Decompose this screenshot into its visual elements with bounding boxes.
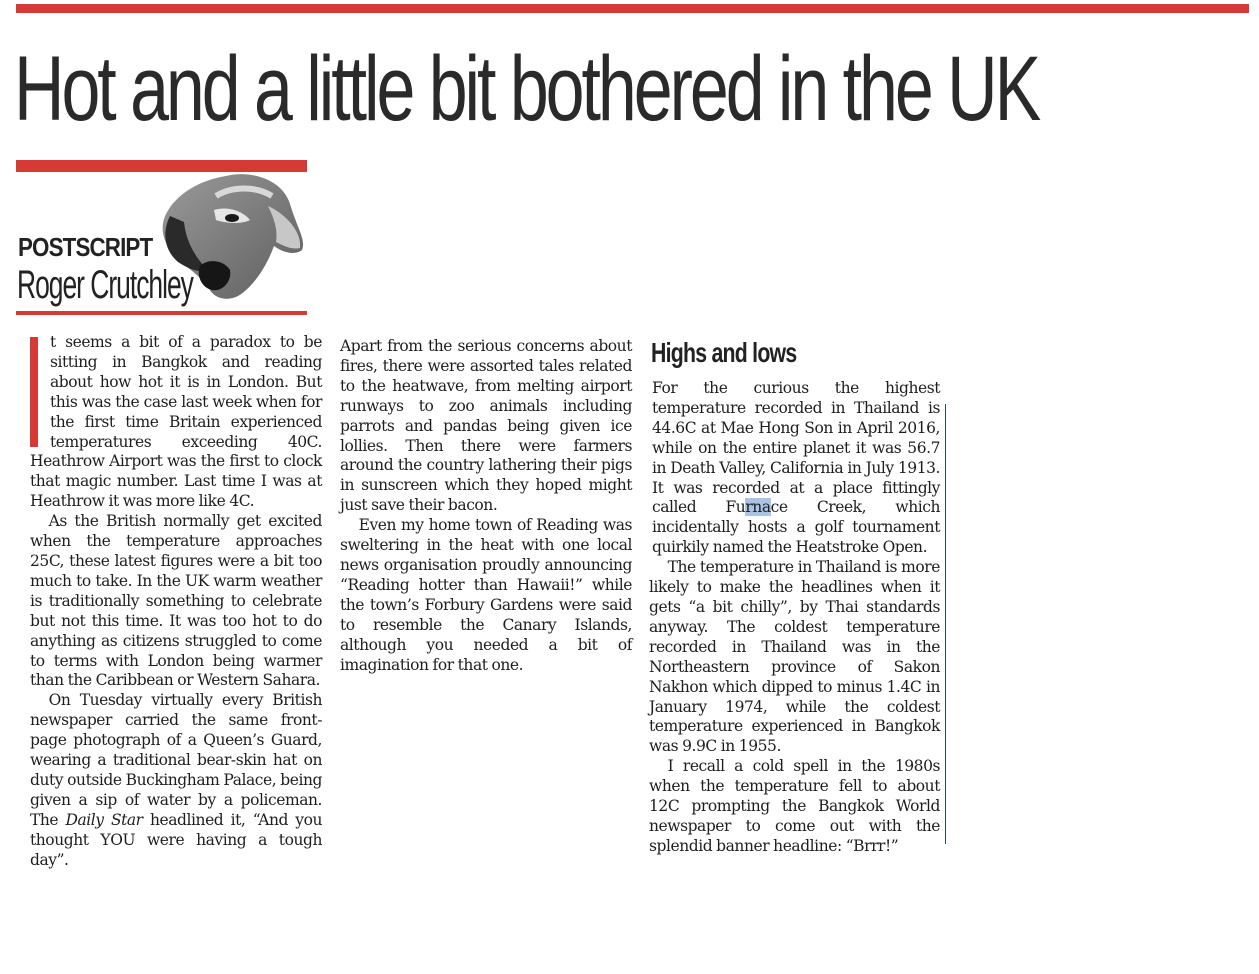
paragraph: For the curious the highest temperature recorded in Thailand is 44.6C at Mae Hong Son in April 2016, while on the entire planet it was 56.7 in Death Valley, California in July 1913. It was recorded at a place fittingly called Furnace Creek, which incidentally hosts a golf tournament quirkily named the Heatstroke Open. — [652, 379, 940, 557]
second-column — [340, 337, 632, 675]
sidebar-rule — [945, 404, 946, 844]
publication-name: Daily Star — [65, 810, 143, 829]
paragraph: Even my home town of Reading was sweltering in the heat with one local news organisation proudly announcing “Reading hotter than Hawaii!” while the town’s Forbury Gardens were said to resemble the Canary Islands, although you needed a bit of imagination for that one. — [340, 516, 632, 674]
paragraph: t seems a bit of a paradox to be sitting in Bangkok and reading about how hot it is in London. But this was the case last week when for the first time Britain experienced temperatures exceeding 40C. Heathrow Airport was the first to clock that magic number. Last time I was at Heathrow it was more like 4C. — [30, 333, 322, 511]
drop-cap-bar — [30, 337, 38, 447]
main-column — [30, 333, 322, 870]
text-selection-highlight[interactable]: rna — [745, 498, 771, 517]
column-kicker: POSTSCRIPT — [18, 232, 153, 262]
sidebar-heading: Highs and lows — [651, 337, 797, 368]
sidebar-column — [649, 379, 940, 857]
paragraph: On Tuesday virtually every British newspaper carried the same front-page photograph of a Queen’s Guard, wearing a traditional bear-skin hat on duty outside Buckingham Palace, being given a sip of water by a policeman. The Daily Star headlined it, “And you thought YOU were having a tough day”. — [30, 691, 323, 869]
byline-bottom-rule — [16, 311, 307, 315]
paragraph: I recall a cold spell in the 1980s when the temperature fell to about 12C prompting the Bangkok World newspaper to come out with the splendid banner headline: “Brrr!” — [649, 757, 940, 855]
top-accent-rule — [16, 4, 1249, 13]
paragraph: As the British normally get excited when the temperature approaches 25C, these latest figures were a bit too much to take. In the UK warm weather is traditionally something to celebrate but not this time. It was too hot to do anything as citizens struggled to come to terms with London being warmer than the Caribbean or Western Sahara. — [30, 512, 322, 690]
byline-block — [16, 160, 307, 316]
paragraph: The temperature in Thailand is more likely to make the headlines when it gets “a bit chilly”, by Thai standards anyway. The coldest temperature recorded in Thailand was in the Northeastern province of Sakon Nakhon which dipped to minus 1.4C in January 1974, while the coldest temperature experienced in Bangkok was 9.9C in 1955. — [649, 558, 940, 756]
paragraph: Apart from the serious concerns about fires, there were assorted tales related to the heatwave, from melting airport runways to zoo animals including parrots and pandas being given ice lollies. Then there were farmers around the country lathering their pigs in sunscreen which they hoped might just save their bacon. — [340, 337, 632, 515]
author-name: Roger Crutchley — [17, 263, 193, 307]
headline: Hot and a little bit bothered in the UK — [14, 38, 1039, 140]
